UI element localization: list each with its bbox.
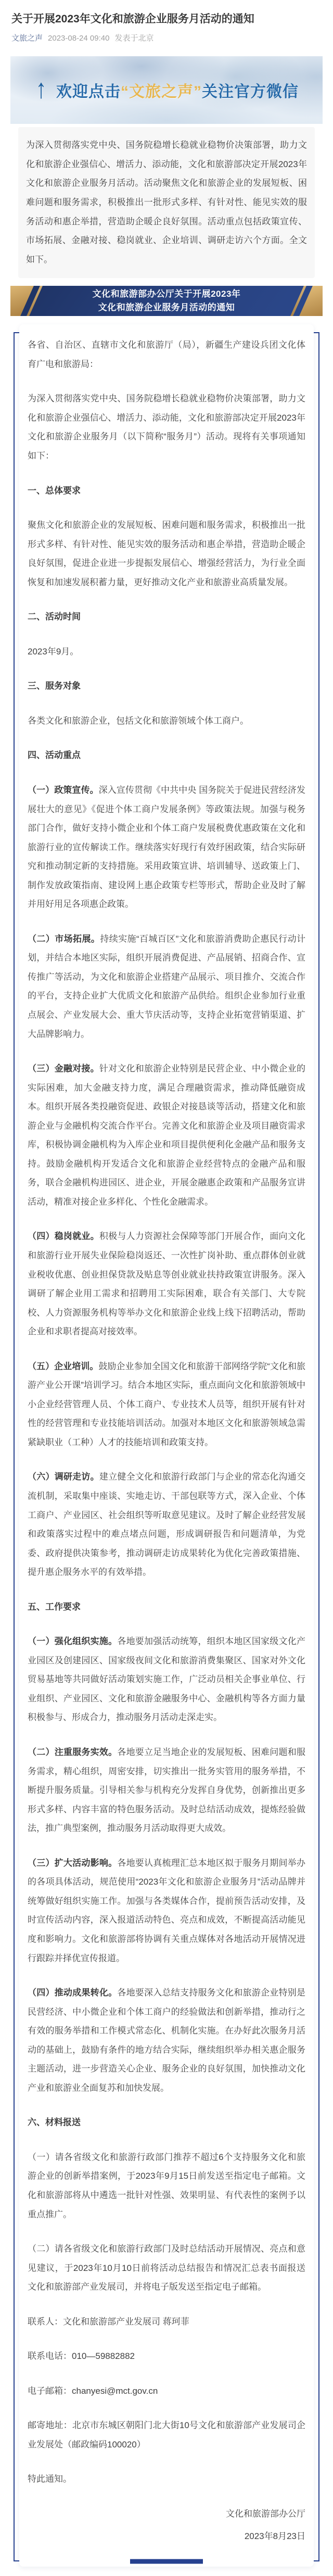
doc-paragraph: （二）注重服务实效。各地要立足当地企业的发展短板、困难问题和服务需求，精心组织，周密安排，切实推出一批务实管用的服务举措，不断提升服务质量。引导相关参与机构充分发挥自身优势，创新推出更多形式多样、内容丰富的特色服务活动。及时总结活动成效，提炼经验做法，推广典型案例，推动服务月活动取得更大成效。	[28, 1747, 306, 1834]
doc-paragraph: 聚焦文化和旅游企业的发展短板、困难问题和服务需求，积极推出一批形式多样、有针对性、能见实效的服务活动和惠企举措，营造助企暖企良好氛围，促进企业进一步提振发展信心、增强经营活力，为行业全面恢复和加速发展积蓄力量，更好推动文化产业和旅游业高质量发展。	[28, 520, 305, 587]
doc-section-heading: 五、工作要求	[28, 1601, 81, 1612]
account-link[interactable]: 文旅之声	[11, 34, 43, 43]
doc-section-heading: 二、活动时间	[28, 612, 81, 622]
publish-datetime: 2023-08-24 09:40	[48, 34, 110, 43]
intro-summary-box	[18, 127, 315, 278]
doc-section-heading: 四、活动重点	[28, 750, 81, 761]
document-card	[19, 324, 314, 2567]
doc-section-heading: 一、总体要求	[28, 485, 81, 496]
doc-paragraph: 2023年9月。	[28, 646, 79, 656]
doc-paragraph: （五）企业培训。鼓励企业参加全国文化和旅游干部网络学院“文化和旅游产业公开课”培训学习。结合本地区实际，重点面向文化和旅游领域中小企业经营管理人员、个体工商户、专业技术人员等，组织开展有针对性的经营管理和专业技能培训活动。加强对本地区文化和旅游领域急需紧缺职业（工种）人才的技能培训和政策支持。	[28, 1361, 305, 1447]
doc-signature-line: 2023年8月23日	[244, 2531, 305, 2541]
notice-title-line1: 文化和旅游部办公厅关于开展2023年	[92, 288, 241, 299]
doc-paragraph-lead: （二）市场拓展。	[28, 933, 100, 944]
banner-text-highlight: “文旅之声”	[121, 83, 202, 101]
doc-paragraph: （四）稳岗就业。积极与人力资源社会保障等部门开展合作，面向文化和旅游行业开展失业保险稳岗返还、一次性扩岗补助、重点群体创业就业税收优惠、创业担保贷款及贴息等创业就业扶持政策宣讲服务。深入调研了解企业用工需求和招聘用工实际困难，联合有关部门、大专院校、人力资源服务机构等举办文化和旅游企业线上线下招聘活动，帮助企业和求职者提高对接效率。	[28, 1231, 306, 1337]
doc-paragraph: 各类文化和旅游企业，包括文化和旅游领域个体工商户。	[28, 715, 249, 726]
doc-paragraph: （一）强化组织实施。各地要加强活动统筹，组织本地区国家级文化产业园区及创建园区、国家级夜间文化和旅游消费集聚区、国家对外文化贸易基地等共同做好活动策划实施工作，广泛动员相关企事业单位、行业组织、产业园区、文化和旅游金融服务中心、金融机构等各方面力量积极参与、形成合力，推动服务月活动走深走实。	[28, 1636, 306, 1723]
doc-paragraph: （三）金融对接。针对文化和旅游企业特别是民营企业、中小微企业的实际困难，加大金融支持力度，满足合理融资需求，推动降低融资成本。组织开展各类投融资促进、政银企对接恳谈等活动，搭建文化和旅游企业与金融机构交流合作平台。完善文化和旅游企业及项目融资需求库，积极协调金融机构为入库企业和项目提供便利化金融产品和服务支持。鼓励金融机构开发适合文化和旅游企业经营特点的金融产品和服务，联合金融机构进园区、进企业，开展金融惠企政策和产品服务宣讲活动，精准对接企业多样化、个性化金融需求。	[28, 1064, 306, 1207]
doc-section-heading: 六、材料报送	[28, 2117, 81, 2128]
intro-text: 为深入贯彻落实党中央、国务院稳增长稳就业稳物价决策部署，助力文化和旅游企业强信心、增活力、添动能，文化和旅游部决定开展2023年文化和旅游企业服务月活动。活动聚焦文化和旅游企业的发展短板、困难问题和服务需求，积极推出一批形式多样、有针对性、能见实效的服务活动和惠企举措，营造助企暖企良好氛围。活动重点包括政策宣传、市场拓展、金融对接、稳岗就业、企业培训、调研走访六个方面。全文如下。	[26, 140, 307, 264]
doc-paragraph: （三）扩大活动影响。各地要认真梳理汇总本地区拟于服务月期间举办的各项具体活动，规范使用“2023年文化和旅游企业服务月”活动品牌并统筹做好组织实施工作。加强与各类媒体合作，提前预告活动安排，及时宣传活动内容，深入报道活动特色、亮点和成效，不断提高活动能见度和影响力。文化和旅游部将协调有关重点媒体对各地活动开展情况进行跟踪并择优宣传报道。	[28, 1858, 306, 1963]
doc-paragraph-lead: （三）金融对接。	[28, 1064, 99, 1074]
notice-document	[14, 324, 319, 2567]
up-arrow-icon: ↑	[35, 74, 47, 105]
doc-paragraph-lead: （六）调研走访。	[28, 1472, 99, 1482]
doc-paragraph-lead: （二）注重服务实效。	[28, 1747, 118, 1758]
doc-paragraph: （一）政策宣传。深入宣传贯彻《中共中央 国务院关于促进民营经济发展壮大的意见》《促进个体工商户发展条例》等政策法规。加强与税务部门合作，做好支持小微企业和个体工商户发展税费优惠政策在文化和旅游行业的宣传解读工作。继续落实好现行有效纾困政策，结合实际研究和推动制定新的支持措施。采用政策宣讲、培训辅导、送政策上门、制作发放政策指南、建设网上惠企政策专栏等形式，帮助企业及时了解并用好用足各项惠企政策。	[28, 785, 305, 910]
doc-paragraph: （六）调研走访。建立健全文化和旅游行政部门与企业的常态化沟通交流机制，采取集中座谈、实地走访、干部包联等方式，深入企业、个体工商户、产业园区、社会组织等听取意见建议。及时了解企业经营发展和政策落实过程中的难点堵点问题，形成调研报告和问题清单，为党委、政府提供决策参考，推动调研走访成果转化为优化完善政策措施、提升惠企服务水平的有效举措。	[28, 1472, 306, 1577]
doc-signature-line: 文化和旅游部办公厅	[226, 2508, 305, 2519]
doc-paragraph: （四）推动成果转化。各地要深入总结支持服务文化和旅游企业特别是民营经济、中小微企业和个体工商户的经验做法和创新举措，推动行之有效的服务举措和工作模式常态化、机制化实施。在办好此次服务月活动的基础上，鼓励有条件的地方结合实际，继续组织举办相关惠企服务主题活动，进一步营造关心企业、服务企业的良好氛围，加快推动文化产业和旅游业全面复苏和加快发展。	[28, 1988, 306, 2093]
doc-paragraph: 邮寄地址：北京市东城区朝阳门北大街10号文化和旅游部产业发展司企业发展处（邮政编码100020）	[28, 2420, 305, 2449]
doc-paragraph-lead: （一）政策宣传。	[28, 785, 99, 795]
doc-paragraph: （二）市场拓展。持续实施“百城百区”文化和旅游消费助企惠民行动计划，并结合本地区实际，组织开展消费促进、产品展销、招商合作、宣传推广等活动，为文化和旅游企业搭建产品展示、项目推介、交流合作的平台，支持企业扩大优质文化和旅游产品供给。组织企业参加行业重点展会、产业发展大会、重大节庆活动等，支持企业拓宽营销渠道、扩大品牌影响力。	[28, 933, 306, 1039]
doc-paragraph-lead: （四）推动成果转化。	[28, 1988, 118, 1998]
doc-paragraph: 联系电话：010—59882882	[28, 2351, 135, 2362]
banner-text-prefix: 欢迎点击	[56, 83, 121, 101]
banner-text-suffix: 关注官方微信	[202, 83, 299, 101]
doc-section-heading: 三、服务对象	[28, 681, 81, 691]
follow-banner-image[interactable]	[10, 56, 323, 124]
doc-paragraph-lead: （三）扩大活动影响。	[28, 1858, 118, 1868]
doc-paragraph: 联系人：文化和旅游部产业发展司 蒋珂菲	[28, 2316, 189, 2327]
document-bottom-bar	[130, 2559, 203, 2564]
article-header	[0, 0, 333, 49]
doc-paragraph: （一）请各省级文化和旅游行政部门推荐不超过6个支持服务文化和旅游企业的创新举措案例，于2023年9月15日前发送至指定电子邮箱。文化和旅游部将从中遴选一批针对性强、效果明显、有代表性的案例予以重点推广。	[28, 2152, 305, 2219]
doc-paragraph-lead: （五）企业培训。	[28, 1361, 99, 1371]
page-title: 关于开展2023年文化和旅游企业服务月活动的通知	[11, 13, 254, 25]
gold-stripe-left	[10, 286, 35, 316]
follow-banner-text	[56, 79, 299, 102]
doc-paragraph: 电子邮箱：chanyesi@mct.gov.cn	[28, 2385, 158, 2396]
publish-location: 发表于北京	[114, 34, 154, 43]
doc-paragraph: （二）请各省级文化和旅游行政部门及时总结活动开展情况、亮点和意见建议，于2023年10月10日前将活动总结报告和情况汇总表书面报送文化和旅游部产业发展司，并将电子版发送至指定电子邮箱。	[28, 2244, 305, 2292]
doc-paragraph: 各省、自治区、直辖市文化和旅游厅（局），新疆生产建设兵团文化体育广电和旅游局：	[28, 340, 305, 369]
doc-paragraph: 为深入贯彻落实党中央、国务院稳增长稳就业稳物价决策部署，助力文化和旅游企业强信心、增活力、添动能，文化和旅游部决定开展2023年文化和旅游企业服务月（以下简称“服务月”）活动。现将有关事项通知如下：	[28, 394, 305, 461]
doc-paragraph-lead: （一）强化组织实施。	[28, 1636, 118, 1647]
notice-title-banner	[10, 286, 323, 316]
byline	[11, 33, 322, 44]
notice-title-line2: 文化和旅游企业服务月活动的通知	[98, 302, 235, 313]
doc-paragraph-lead: （四）稳岗就业。	[28, 1231, 99, 1242]
doc-paragraph: 特此通知。	[28, 2474, 72, 2484]
